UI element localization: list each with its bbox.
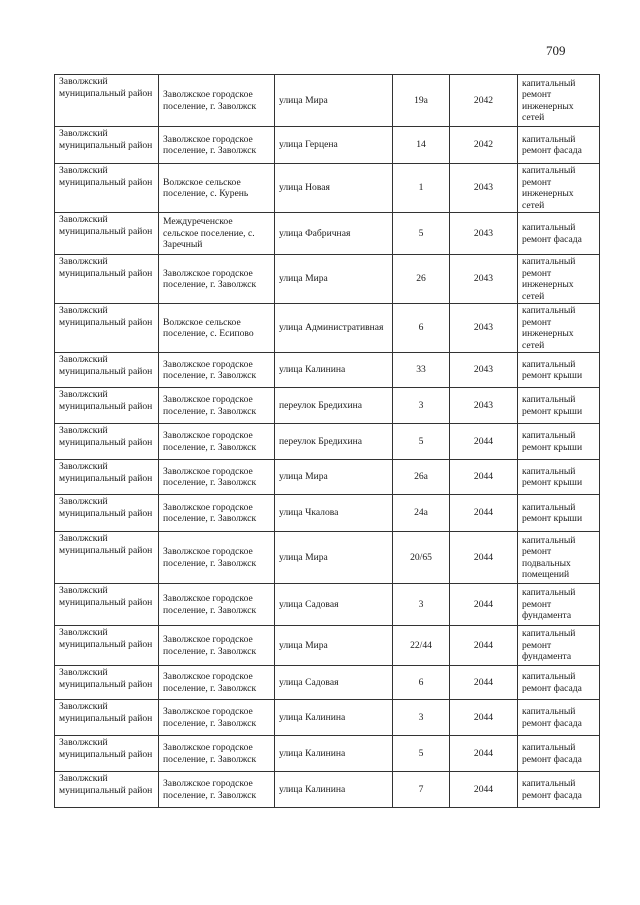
year-cell: 2043 xyxy=(450,213,518,255)
house-number-cell: 26 xyxy=(393,255,450,304)
work-type-cell: капитальный ремонт инженерных сетей xyxy=(518,304,600,353)
year-cell: 2043 xyxy=(450,388,518,424)
settlement-cell: Заволжское городское поселение, г. Заволжск xyxy=(159,127,275,164)
work-type-cell: капитальный ремонт фасада xyxy=(518,700,600,736)
work-type-cell: капитальный ремонт крыши xyxy=(518,353,600,388)
house-number-cell: 5 xyxy=(393,213,450,255)
district-cell: Заволжский муниципальный район xyxy=(55,772,159,808)
table-row xyxy=(55,255,600,304)
street-cell: улица Калинина xyxy=(275,700,393,736)
table-row xyxy=(55,666,600,700)
work-type-cell: капитальный ремонт крыши xyxy=(518,460,600,495)
district-cell: Заволжский муниципальный район xyxy=(55,700,159,736)
table-row xyxy=(55,424,600,460)
settlement-cell: Волжское сельское поселение, с. Курень xyxy=(159,164,275,213)
work-type-cell: капитальный ремонт фасада xyxy=(518,736,600,772)
work-type-cell: капитальный ремонт фасада xyxy=(518,772,600,808)
house-number-cell: 5 xyxy=(393,736,450,772)
table-row xyxy=(55,584,600,626)
street-cell: переулок Бредихина xyxy=(275,388,393,424)
street-cell: улица Административная xyxy=(275,304,393,353)
district-cell: Заволжский муниципальный район xyxy=(55,388,159,424)
work-type-cell: капитальный ремонт инженерных сетей xyxy=(518,255,600,304)
table-row xyxy=(55,213,600,255)
year-cell: 2044 xyxy=(450,666,518,700)
house-number-cell: 24а xyxy=(393,495,450,532)
street-cell: улица Мира xyxy=(275,255,393,304)
settlement-cell: Заволжское городское поселение, г. Заволжск xyxy=(159,532,275,584)
street-cell: улица Калинина xyxy=(275,772,393,808)
house-number-cell: 20/65 xyxy=(393,532,450,584)
house-number-cell: 3 xyxy=(393,388,450,424)
year-cell: 2044 xyxy=(450,532,518,584)
district-cell: Заволжский муниципальный район xyxy=(55,460,159,495)
house-number-cell: 1 xyxy=(393,164,450,213)
district-cell: Заволжский муниципальный район xyxy=(55,495,159,532)
year-cell: 2043 xyxy=(450,304,518,353)
house-number-cell: 14 xyxy=(393,127,450,164)
table-row xyxy=(55,700,600,736)
year-cell: 2042 xyxy=(450,75,518,127)
table-row xyxy=(55,75,600,127)
year-cell: 2043 xyxy=(450,353,518,388)
settlement-cell: Заволжское городское поселение, г. Заволжск xyxy=(159,255,275,304)
settlement-cell: Заволжское городское поселение, г. Заволжск xyxy=(159,75,275,127)
street-cell: улица Калинина xyxy=(275,353,393,388)
district-cell: Заволжский муниципальный район xyxy=(55,75,159,127)
house-number-cell: 6 xyxy=(393,304,450,353)
table-row xyxy=(55,353,600,388)
house-number-cell: 3 xyxy=(393,700,450,736)
work-type-cell: капитальный ремонт фундамента xyxy=(518,626,600,666)
district-cell: Заволжский муниципальный район xyxy=(55,626,159,666)
year-cell: 2044 xyxy=(450,626,518,666)
settlement-cell: Заволжское городское поселение, г. Заволжск xyxy=(159,353,275,388)
table-row xyxy=(55,304,600,353)
work-type-cell: капитальный ремонт крыши xyxy=(518,388,600,424)
house-number-cell: 22/44 xyxy=(393,626,450,666)
year-cell: 2042 xyxy=(450,127,518,164)
settlement-cell: Заволжское городское поселение, г. Заволжск xyxy=(159,460,275,495)
work-type-cell: капитальный ремонт фасада xyxy=(518,666,600,700)
district-cell: Заволжский муниципальный район xyxy=(55,353,159,388)
table-row xyxy=(55,164,600,213)
table-row xyxy=(55,532,600,584)
settlement-cell: Заволжское городское поселение, г. Заволжск xyxy=(159,626,275,666)
house-number-cell: 19а xyxy=(393,75,450,127)
work-type-cell: капитальный ремонт крыши xyxy=(518,424,600,460)
street-cell: улица Садовая xyxy=(275,666,393,700)
work-type-cell: капитальный ремонт инженерных сетей xyxy=(518,75,600,127)
table-row xyxy=(55,736,600,772)
house-number-cell: 6 xyxy=(393,666,450,700)
street-cell: улица Калинина xyxy=(275,736,393,772)
settlement-cell: Заволжское городское поселение, г. Заволжск xyxy=(159,666,275,700)
year-cell: 2044 xyxy=(450,772,518,808)
district-cell: Заволжский муниципальный район xyxy=(55,213,159,255)
year-cell: 2043 xyxy=(450,255,518,304)
table-row xyxy=(55,626,600,666)
settlement-cell: Заволжское городское поселение, г. Заволжск xyxy=(159,772,275,808)
settlement-cell: Заволжское городское поселение, г. Заволжск xyxy=(159,736,275,772)
street-cell: переулок Бредихина xyxy=(275,424,393,460)
settlement-cell: Заволжское городское поселение, г. Заволжск xyxy=(159,700,275,736)
district-cell: Заволжский муниципальный район xyxy=(55,255,159,304)
work-type-cell: капитальный ремонт крыши xyxy=(518,495,600,532)
work-type-cell: капитальный ремонт фундамента xyxy=(518,584,600,626)
district-cell: Заволжский муниципальный район xyxy=(55,424,159,460)
district-cell: Заволжский муниципальный район xyxy=(55,666,159,700)
work-type-cell: капитальный ремонт подвальных помещений xyxy=(518,532,600,584)
district-cell: Заволжский муниципальный район xyxy=(55,584,159,626)
settlement-cell: Заволжское городское поселение, г. Заволжск xyxy=(159,388,275,424)
table-row xyxy=(55,772,600,808)
table-row xyxy=(55,127,600,164)
year-cell: 2044 xyxy=(450,495,518,532)
table-row xyxy=(55,388,600,424)
district-cell: Заволжский муниципальный район xyxy=(55,532,159,584)
street-cell: улица Чкалова xyxy=(275,495,393,532)
street-cell: улица Новая xyxy=(275,164,393,213)
street-cell: улица Мира xyxy=(275,626,393,666)
table-row xyxy=(55,495,600,532)
settlement-cell: Волжское сельское поселение, с. Есипово xyxy=(159,304,275,353)
street-cell: улица Герцена xyxy=(275,127,393,164)
year-cell: 2044 xyxy=(450,584,518,626)
street-cell: улица Мира xyxy=(275,75,393,127)
year-cell: 2044 xyxy=(450,700,518,736)
house-number-cell: 7 xyxy=(393,772,450,808)
district-cell: Заволжский муниципальный район xyxy=(55,736,159,772)
street-cell: улица Мира xyxy=(275,532,393,584)
district-cell: Заволжский муниципальный район xyxy=(55,127,159,164)
street-cell: улица Мира xyxy=(275,460,393,495)
house-number-cell: 5 xyxy=(393,424,450,460)
year-cell: 2043 xyxy=(450,164,518,213)
house-number-cell: 26а xyxy=(393,460,450,495)
work-type-cell: капитальный ремонт фасада xyxy=(518,213,600,255)
page-number: 709 xyxy=(546,43,566,58)
settlement-cell: Междуреченское сельское поселение, с. Заречный xyxy=(159,213,275,255)
house-number-cell: 3 xyxy=(393,584,450,626)
street-cell: улица Фабричная xyxy=(275,213,393,255)
year-cell: 2044 xyxy=(450,736,518,772)
year-cell: 2044 xyxy=(450,424,518,460)
table-row xyxy=(55,460,600,495)
street-cell: улица Садовая xyxy=(275,584,393,626)
house-number-cell: 33 xyxy=(393,353,450,388)
year-cell: 2044 xyxy=(450,460,518,495)
settlement-cell: Заволжское городское поселение, г. Заволжск xyxy=(159,424,275,460)
district-cell: Заволжский муниципальный район xyxy=(55,164,159,213)
settlement-cell: Заволжское городское поселение, г. Заволжск xyxy=(159,584,275,626)
repair-schedule-table xyxy=(54,74,600,808)
district-cell: Заволжский муниципальный район xyxy=(55,304,159,353)
work-type-cell: капитальный ремонт инженерных сетей xyxy=(518,164,600,213)
settlement-cell: Заволжское городское поселение, г. Заволжск xyxy=(159,495,275,532)
work-type-cell: капитальный ремонт фасада xyxy=(518,127,600,164)
